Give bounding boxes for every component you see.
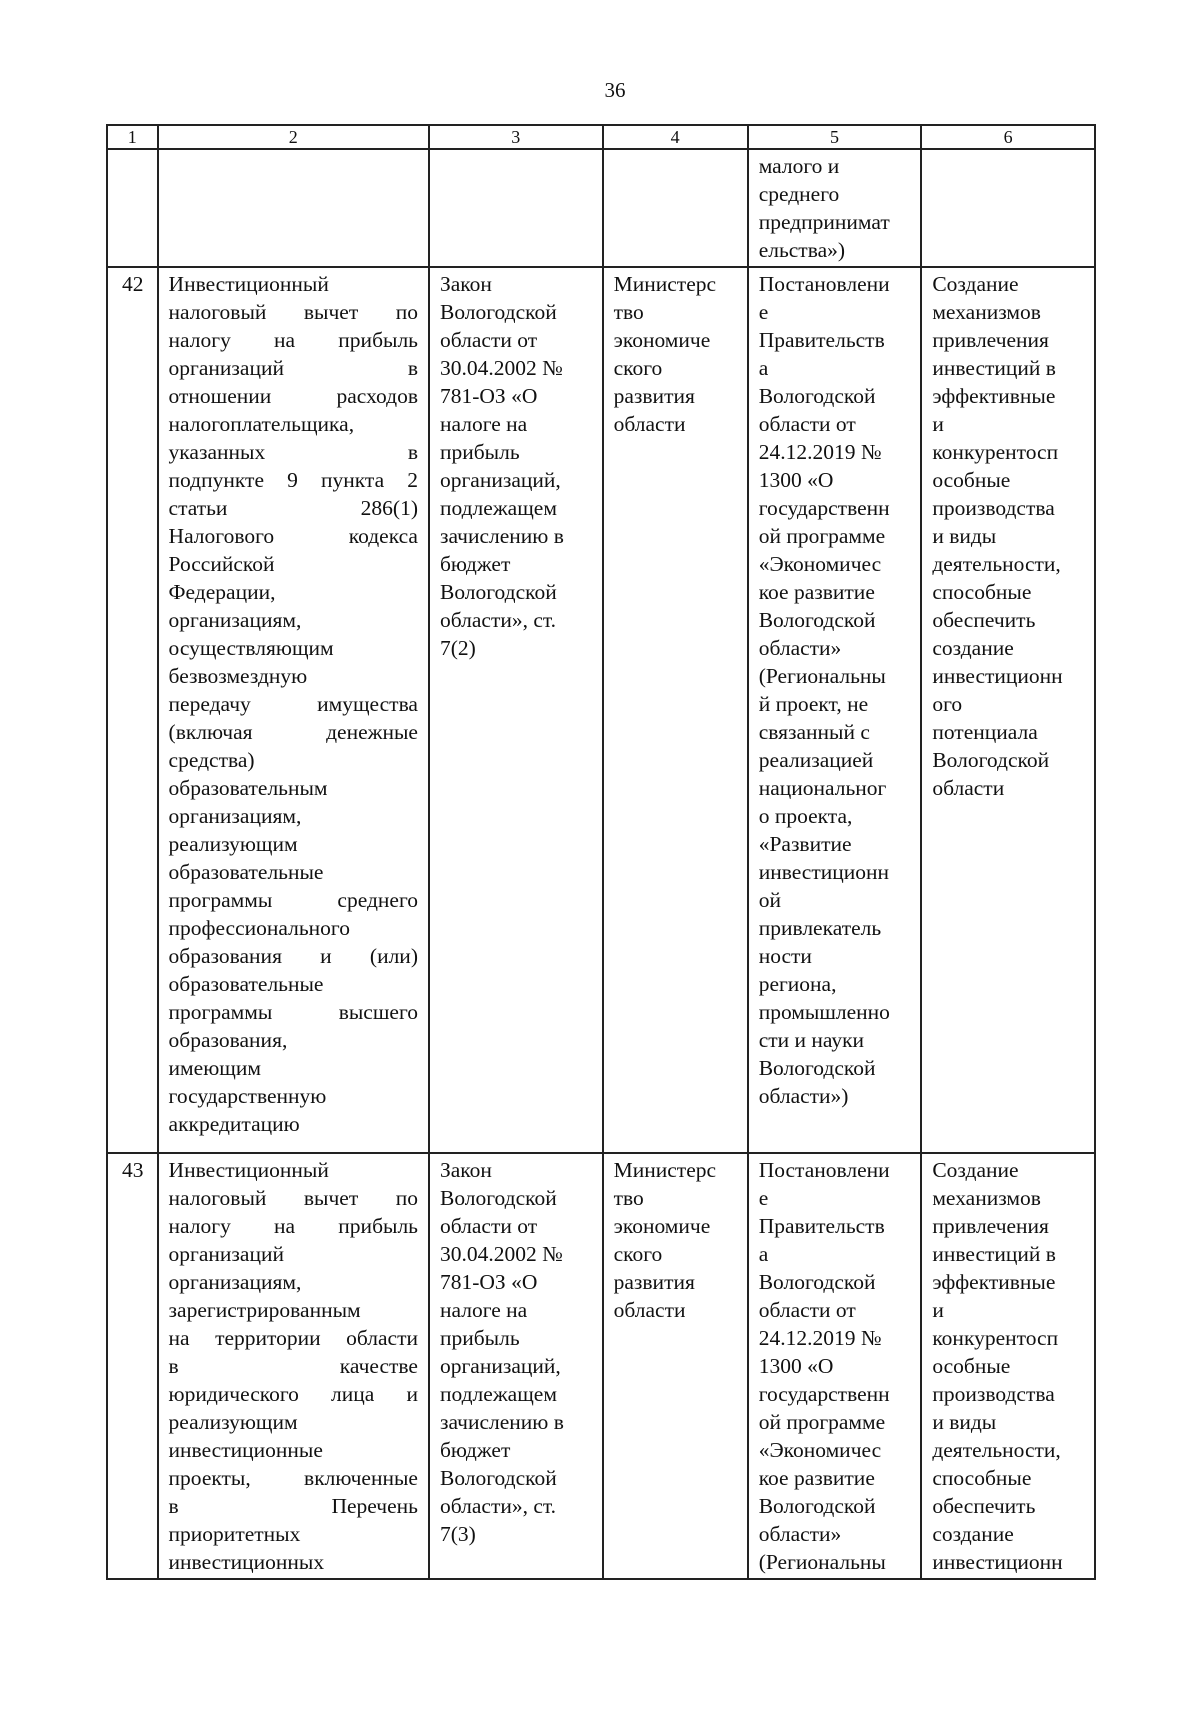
cell-text-line: (Региональны	[758, 1550, 886, 1574]
cell-text-line: «Экономичес	[758, 1438, 882, 1462]
cell-text-line: области	[613, 412, 686, 436]
cell-text-line: области», ст.	[439, 1494, 557, 1518]
cell-text-line: эффективные	[932, 384, 1056, 408]
cell-text-line: Постановлени	[758, 1158, 890, 1182]
cell-text-line: передачу имущества	[168, 692, 418, 716]
cell-text-line: Вологодской	[758, 1494, 876, 1518]
cell-text-line: Вологодской	[439, 1186, 557, 1210]
cell-text-line: области», ст.	[439, 608, 557, 632]
cell-text-line: в Перечень	[168, 1494, 418, 1518]
page-number: 36	[604, 78, 626, 102]
cell-text-line: бюджет	[439, 1438, 511, 1462]
cell-text-line: приоритетных	[168, 1522, 301, 1546]
header-cell: 5	[748, 125, 922, 149]
cell-text-line: Вологодской	[758, 384, 876, 408]
cell-text-line: «Развитие	[758, 832, 852, 856]
cell-text-line: юридического лица и	[168, 1382, 418, 1406]
cell-text-line: 1300 «О	[758, 468, 834, 492]
cell-text-line: развития	[613, 384, 695, 408]
cell-text-line: Вологодской	[758, 608, 876, 632]
cell-text-line: организациям,	[168, 608, 302, 632]
tax-benefits-table	[106, 124, 1096, 1580]
cell-text-line: налоговый вычет по	[168, 300, 418, 324]
cell-text-line: программы высшего	[168, 1000, 418, 1024]
cell-text-line: зачислению в	[439, 1410, 564, 1434]
cell-text-line: Министерс	[613, 272, 717, 296]
cell-text-line: 24.12.2019 №	[758, 440, 882, 464]
cell-text-line: Российской	[168, 552, 275, 576]
cell-text-line: аккредитацию	[168, 1112, 300, 1136]
table-cell	[603, 149, 748, 267]
cell-text-line: ского	[613, 356, 663, 380]
table-row	[107, 267, 1095, 1153]
cell-text-line: конкурентосп	[932, 1326, 1059, 1350]
cell-text-line: государственн	[758, 496, 890, 520]
cell-text-line: Налогового кодекса	[168, 524, 418, 548]
cell-text-line: сти и науки	[758, 1028, 865, 1052]
cell-text-line: организациям,	[168, 1270, 302, 1294]
continuation-row	[107, 149, 1095, 267]
cell-text-line: профессионального	[168, 916, 350, 940]
program-cell	[748, 1153, 922, 1579]
goal-cell	[921, 1153, 1095, 1579]
cell-text-line: о проекта,	[758, 804, 853, 828]
cell-text-line: организаций	[168, 1242, 284, 1266]
cell-text-line: реализацией	[758, 748, 874, 772]
cell-text-line: Федерации,	[168, 580, 276, 604]
cell-text-line: государственную	[168, 1084, 327, 1108]
cell-text-line: национальног	[758, 776, 887, 800]
cell-text-line: инвестиций в	[932, 356, 1056, 380]
cell-text-line: ой	[758, 888, 781, 912]
cell-text-line: осуществляющим	[168, 636, 334, 660]
cell-text-line: статьи 286(1)	[168, 496, 418, 520]
table-cell	[158, 149, 429, 267]
cell-text-line: области»	[758, 1522, 842, 1546]
header-cell: 2	[158, 125, 429, 149]
cell-text-line: налоговый вычет по	[168, 1186, 418, 1210]
cell-text-line: деятельности,	[932, 552, 1061, 576]
cell-text-line: Вологодской	[439, 300, 557, 324]
cell-text-line: механизмов	[932, 1186, 1041, 1210]
cell-text-line: и	[932, 1298, 944, 1322]
cell-text-line: способные	[932, 580, 1032, 604]
table-cell	[429, 149, 603, 267]
cell-text-line: зарегистрированным	[168, 1298, 361, 1322]
cell-text-line: прибыль	[439, 1326, 520, 1350]
cell-text-line: программы среднего	[168, 888, 418, 912]
law-reference-cell	[429, 1153, 603, 1579]
cell-text-line: инвестиционные	[168, 1438, 323, 1462]
header-cell: 1	[107, 125, 158, 149]
law-reference-cell	[429, 267, 603, 1153]
cell-text-line: 24.12.2019 №	[758, 1326, 882, 1350]
cell-text-line: й проект, не	[758, 692, 869, 716]
cell-text-line: области от	[758, 412, 856, 436]
cell-text-line: на территории области	[168, 1326, 418, 1350]
cell-text-line: ого	[932, 692, 963, 716]
cell-text-line: предпринимат	[758, 210, 890, 234]
cell-text-line: организациям,	[168, 804, 302, 828]
cell-text-line: развития	[613, 1270, 695, 1294]
cell-text-line: а	[758, 1242, 769, 1266]
cell-text-line: конкурентосп	[932, 440, 1059, 464]
cell-text-line: средства)	[168, 748, 255, 772]
cell-text-line: налогоплательщика,	[168, 412, 355, 436]
program-cell	[748, 149, 922, 267]
cell-text-line: ой программе	[758, 524, 886, 548]
cell-text-line: организаций,	[439, 468, 561, 492]
cell-text-line: и виды	[932, 524, 997, 548]
cell-text-line: (включая денежные	[168, 720, 418, 744]
cell-text-line: тво	[613, 1186, 644, 1210]
cell-text-line: Министерс	[613, 1158, 717, 1182]
cell-text-line: Вологодской	[932, 748, 1050, 772]
cell-text-line: ского	[613, 1242, 663, 1266]
cell-text-line: 781-ОЗ «О	[439, 1270, 538, 1294]
cell-text-line: кое развитие	[758, 580, 875, 604]
cell-text-line: указанных в	[168, 440, 418, 464]
cell-text-line: обеспечить	[932, 608, 1036, 632]
cell-text-line: 1300 «О	[758, 1354, 834, 1378]
cell-text-line: в качестве	[168, 1354, 418, 1378]
cell-text-line: области»)	[758, 1084, 849, 1108]
cell-text-line: потенциала	[932, 720, 1038, 744]
cell-text-line: способные	[932, 1466, 1032, 1490]
cell-text-line: и виды	[932, 1410, 997, 1434]
cell-text-line: подлежащем	[439, 496, 557, 520]
cell-text-line: ности	[758, 944, 812, 968]
cell-text-line: имеющим	[168, 1056, 261, 1080]
cell-text-line: инвестиционн	[932, 1550, 1063, 1574]
table-cell	[921, 149, 1095, 267]
cell-text-line: деятельности,	[932, 1438, 1061, 1462]
cell-text-line: государственн	[758, 1382, 890, 1406]
cell-text-line: образования и (или)	[168, 944, 418, 968]
cell-text-line: образовательные	[168, 860, 324, 884]
cell-text-line: области от	[439, 1214, 538, 1238]
cell-text-line: Создание	[932, 1158, 1019, 1182]
cell-text-line: и	[932, 412, 944, 436]
cell-text-line: реализующим	[168, 832, 298, 856]
cell-text-line: безвозмездную	[168, 664, 308, 688]
cell-text-line: области	[932, 776, 1005, 800]
cell-text-line: проекты, включенные	[168, 1466, 418, 1490]
cell-text-line: связанный с	[758, 720, 870, 744]
cell-text-line: бюджет	[439, 552, 511, 576]
cell-text-line: налогу на прибыль	[168, 328, 418, 352]
table-row	[107, 1153, 1095, 1579]
cell-text-line: Правительств	[758, 1214, 885, 1238]
cell-text-line: эффективные	[932, 1270, 1056, 1294]
cell-text-line: области от	[758, 1298, 856, 1322]
cell-text-line: инвестиционн	[758, 860, 890, 884]
cell-text-line: Вологодской	[439, 580, 557, 604]
header-cell: 4	[603, 125, 748, 149]
cell-text-line: инвестиционных	[168, 1550, 325, 1574]
cell-text-line: Инвестиционный	[168, 1158, 329, 1182]
cell-text-line: организаций в	[168, 356, 418, 380]
cell-text-line: привлечения	[932, 328, 1049, 352]
cell-text-line: привлекатель	[758, 916, 882, 940]
cell-text-line: 781-ОЗ «О	[439, 384, 538, 408]
table-cell	[107, 149, 158, 267]
cell-text-line: Постановлени	[758, 272, 890, 296]
cell-text-line: Закон	[439, 1158, 492, 1182]
cell-text-line: 30.04.2002 №	[439, 356, 563, 380]
benefit-description-cell	[158, 1153, 429, 1579]
cell-text-line: производства	[932, 1382, 1055, 1406]
cell-text-line: создание	[932, 636, 1014, 660]
cell-text-line: ельства»)	[758, 238, 846, 262]
cell-text-line: среднего	[758, 182, 840, 206]
row-number: 42	[107, 267, 158, 1153]
cell-text-line: области от	[439, 328, 538, 352]
goal-cell	[921, 267, 1095, 1153]
cell-text-line: Правительств	[758, 328, 885, 352]
cell-text-line: промышленно	[758, 1000, 890, 1024]
cell-text-line: организаций,	[439, 1354, 561, 1378]
cell-text-line: области»	[758, 636, 842, 660]
cell-text-line: подпункте 9 пункта 2	[168, 468, 418, 492]
program-cell	[748, 267, 922, 1153]
header-cell: 6	[921, 125, 1095, 149]
cell-text-line: экономиче	[613, 328, 711, 352]
header-cell: 3	[429, 125, 603, 149]
cell-text-line: особные	[932, 468, 1011, 492]
cell-text-line: ой программе	[758, 1410, 886, 1434]
cell-text-line: кое развитие	[758, 1466, 875, 1490]
cell-text-line: создание	[932, 1522, 1014, 1546]
cell-text-line: 7(3)	[439, 1522, 476, 1546]
cell-text-line: Закон	[439, 272, 492, 296]
cell-text-line: Вологодской	[758, 1270, 876, 1294]
cell-text-line: (Региональны	[758, 664, 886, 688]
cell-text-line: региона,	[758, 972, 837, 996]
cell-text-line: образовательные	[168, 972, 324, 996]
cell-text-line: налоге на	[439, 1298, 528, 1322]
curator-cell	[603, 267, 748, 1153]
benefit-description-cell	[158, 267, 429, 1153]
cell-text-line: Вологодской	[758, 1056, 876, 1080]
cell-text-line: производства	[932, 496, 1055, 520]
curator-cell	[603, 1153, 748, 1579]
cell-text-line: обеспечить	[932, 1494, 1036, 1518]
cell-text-line: области	[613, 1298, 686, 1322]
cell-text-line: Создание	[932, 272, 1019, 296]
cell-text-line: образования,	[168, 1028, 288, 1052]
cell-text-line: зачислению в	[439, 524, 564, 548]
cell-text-line: особные	[932, 1354, 1011, 1378]
cell-text-line: Вологодской	[439, 1466, 557, 1490]
cell-text-line: отношении расходов	[168, 384, 418, 408]
cell-text-line: прибыль	[439, 440, 520, 464]
cell-text-line: налоге на	[439, 412, 528, 436]
cell-text-line: 7(2)	[439, 636, 476, 660]
cell-text-line: «Экономичес	[758, 552, 882, 576]
cell-text-line: реализующим	[168, 1410, 298, 1434]
cell-text-line: а	[758, 356, 769, 380]
cell-text-line: малого и	[758, 154, 840, 178]
cell-text-line: экономиче	[613, 1214, 711, 1238]
cell-text-line: е	[758, 1186, 769, 1210]
cell-text-line: е	[758, 300, 769, 324]
row-number: 43	[107, 1153, 158, 1579]
cell-text-line: подлежащем	[439, 1382, 557, 1406]
cell-text-line: привлечения	[932, 1214, 1049, 1238]
cell-text-line: 30.04.2002 №	[439, 1242, 563, 1266]
cell-text-line: Инвестиционный	[168, 272, 329, 296]
cell-text-line: инвестиций в	[932, 1242, 1056, 1266]
table-header-row	[107, 125, 1095, 149]
cell-text-line: тво	[613, 300, 644, 324]
cell-text-line: налогу на прибыль	[168, 1214, 418, 1238]
cell-text-line: механизмов	[932, 300, 1041, 324]
cell-text-line: образовательным	[168, 776, 328, 800]
cell-text-line: инвестиционн	[932, 664, 1063, 688]
